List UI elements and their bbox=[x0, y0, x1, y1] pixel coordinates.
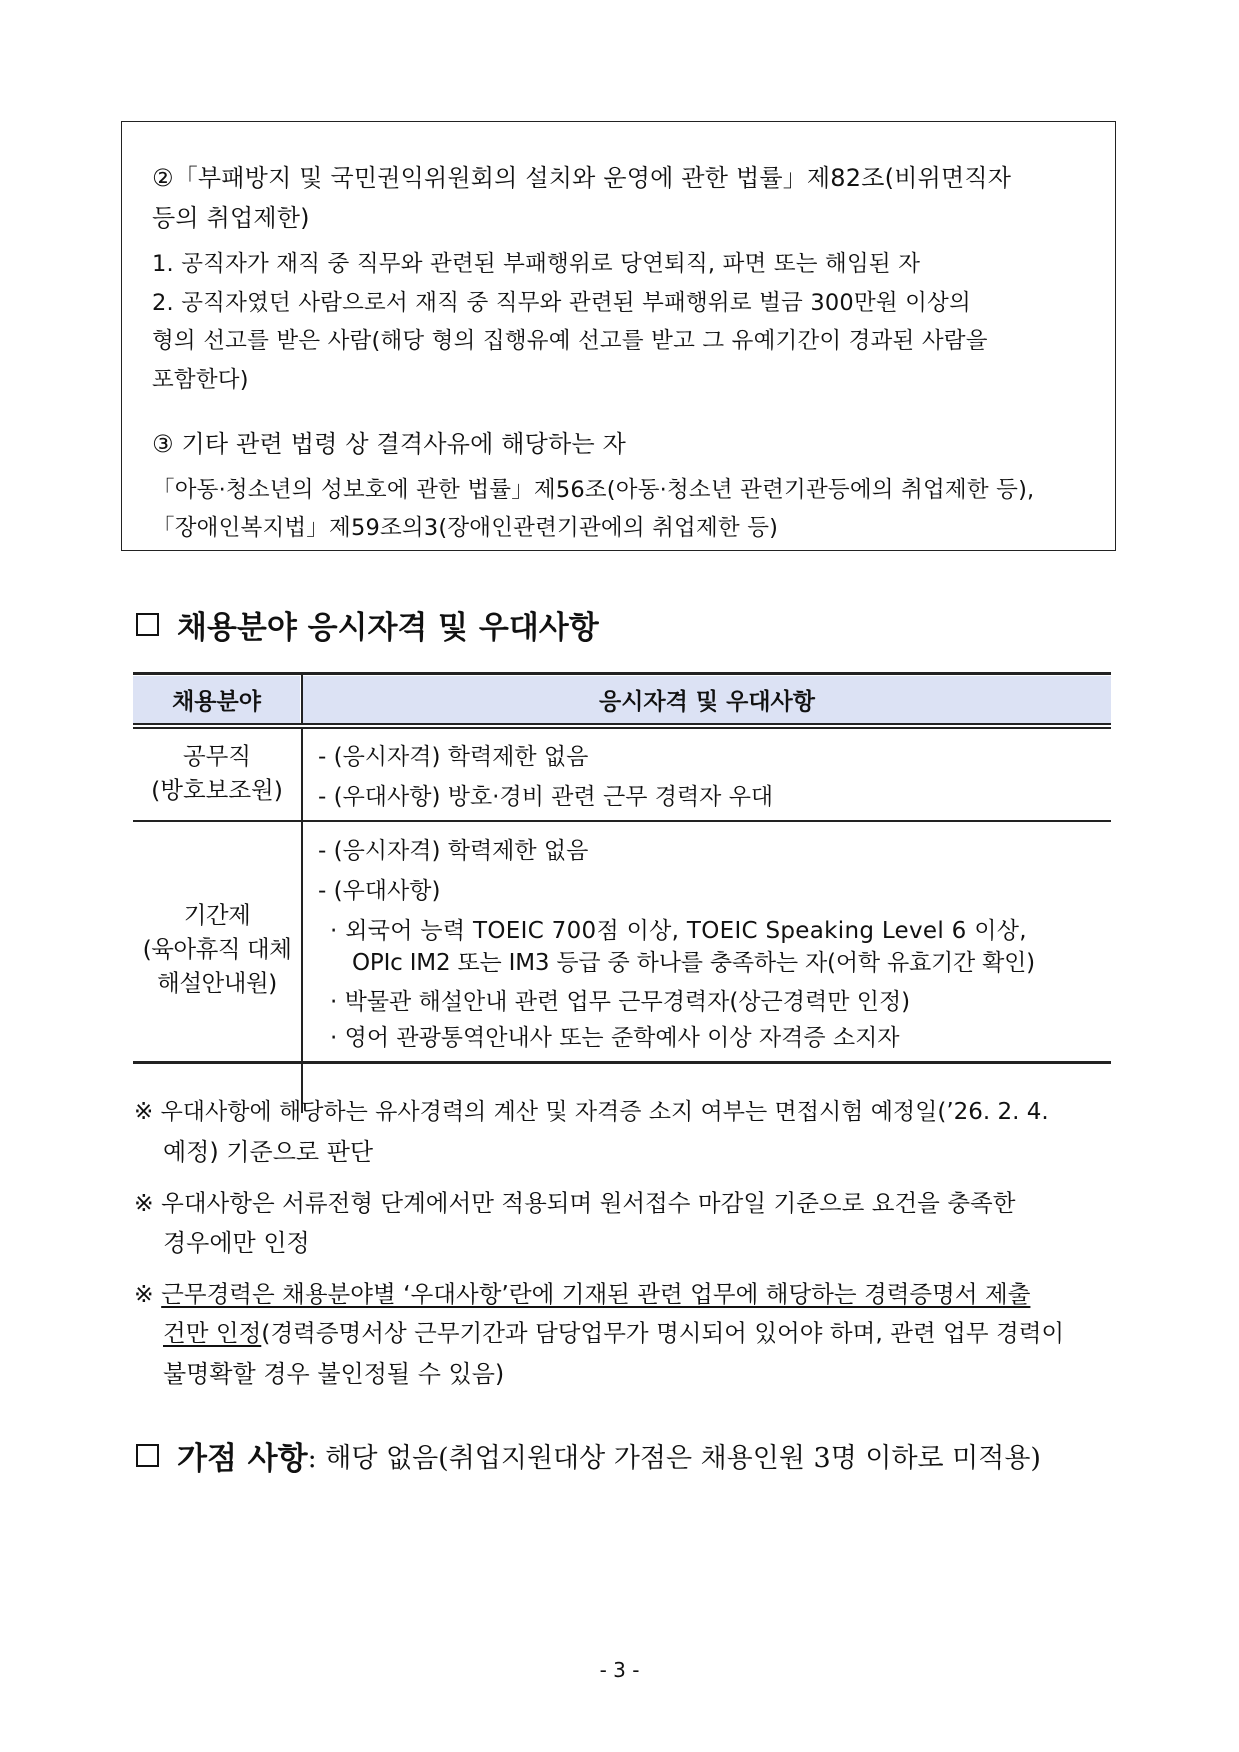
row1-qualification: - (응시자격) 학력제한 없음 bbox=[318, 744, 589, 770]
row2-preference: - (우대사항) bbox=[318, 878, 441, 904]
row2-field: 기간제 (육아휴직 대체 해설안내원) bbox=[142, 901, 292, 997]
item2-line1: ②「부패방지 및 국민권익위원회의 설치와 운영에 관한 법률」제82조(비위면직자 bbox=[152, 164, 1012, 192]
section-qualifications-heading bbox=[136, 602, 599, 647]
item2-sub2-line2: 형의 선고를 받은 사람(해당 형의 집행유예 선고를 받고 그 유예기간이 경과된 사람을 bbox=[152, 328, 988, 354]
item3-line2: 「장애인복지법」제59조의3(장애인관련기관에의 취업제한 등) bbox=[152, 515, 779, 541]
note1-line2: 예정) 기준으로 판단 bbox=[163, 1138, 374, 1166]
page-number: - 3 - bbox=[599, 1658, 640, 1682]
note1-line1: ※ 우대사항에 해당하는 유사경력의 계산 및 자격증 소지 여부는 면접시험 예정일(’26. 2. 4. bbox=[134, 1099, 1049, 1125]
row1-field: 공무직 (방호보조원) bbox=[151, 742, 283, 804]
note3-line1: ※ 근무경력은 채용분야별 ‘우대사항’란에 기재된 관련 업무에 해당하는 경력증명서 제출 bbox=[134, 1280, 1031, 1308]
item2-sub1: 1. 공직자가 재직 중 직무와 관련된 부패행위로 당연퇴직, 파면 또는 해임된 자 bbox=[152, 251, 921, 277]
note2-line1: ※ 우대사항은 서류전형 단계에서만 적용되며 원서접수 마감일 기준으로 요건을 충족한 bbox=[134, 1189, 1016, 1217]
row2-pref-certificate: · 영어 관광통역안내사 또는 준학예사 이상 자격증 소지자 bbox=[330, 1025, 900, 1051]
row2-pref-language-cont: OPIc IM2 또는 IM3 등급 중 하나를 충족하는 자(어학 유효기간 확인) bbox=[352, 950, 1035, 976]
legal-provisions-box bbox=[121, 121, 1116, 551]
item2-sub2-line1: 2. 공직자였던 사람으로서 재직 중 직무와 관련된 부패행위로 벌금 300만원 이상의 bbox=[152, 290, 971, 316]
table-header-qualifications: 응시자격 및 우대사항 bbox=[303, 676, 1111, 723]
section-title: 채용분야 응시자격 및 우대사항 bbox=[177, 610, 599, 646]
item3-line1: 「아동·청소년의 성보호에 관한 법률」제56조(아동·청소년 관련기관등에의 취업제한 등), bbox=[152, 477, 1035, 503]
checkbox-square-icon bbox=[136, 1444, 159, 1467]
note3-underlined-text: 근무경력은 채용분야별 ‘우대사항’란에 기재된 관련 업무에 해당하는 경력증명서 제출 bbox=[161, 1280, 1031, 1308]
item2-sub2-line3: 포함한다) bbox=[152, 367, 249, 393]
row2-qualification: - (응시자격) 학력제한 없음 bbox=[318, 838, 589, 864]
item2-line2: 등의 취업제한) bbox=[152, 204, 310, 232]
section-title: 가점 사항 bbox=[177, 1441, 308, 1477]
item3-title: ③ 기타 관련 법령 상 결격사유에 해당하는 자 bbox=[152, 430, 627, 458]
note2-line2: 경우에만 인정 bbox=[163, 1229, 310, 1257]
table-header-field: 채용분야 bbox=[133, 676, 300, 723]
section-bonus-points-heading bbox=[136, 1433, 1041, 1478]
checkbox-square-icon bbox=[136, 613, 159, 636]
section-detail: : 해당 없음(취업지원대상 가점은 채용인원 3명 이하로 미적용) bbox=[307, 1443, 1041, 1474]
row2-pref-language: · 외국어 능력 TOEIC 700점 이상, TOEIC Speaking Level 6 이상, bbox=[330, 918, 1027, 944]
row1-preference: - (우대사항) 방호·경비 관련 근무 경력자 우대 bbox=[318, 784, 774, 810]
note3-line2: 건만 인정(경력증명서상 근무기간과 담당업무가 명시되어 있어야 하며, 관련 업무 경력이 bbox=[163, 1319, 1065, 1347]
row2-pref-experience: · 박물관 해설안내 관련 업무 근무경력자(상근경력만 인정) bbox=[330, 989, 911, 1015]
note3-line3: 불명확할 경우 불인정될 수 있음) bbox=[163, 1360, 505, 1388]
